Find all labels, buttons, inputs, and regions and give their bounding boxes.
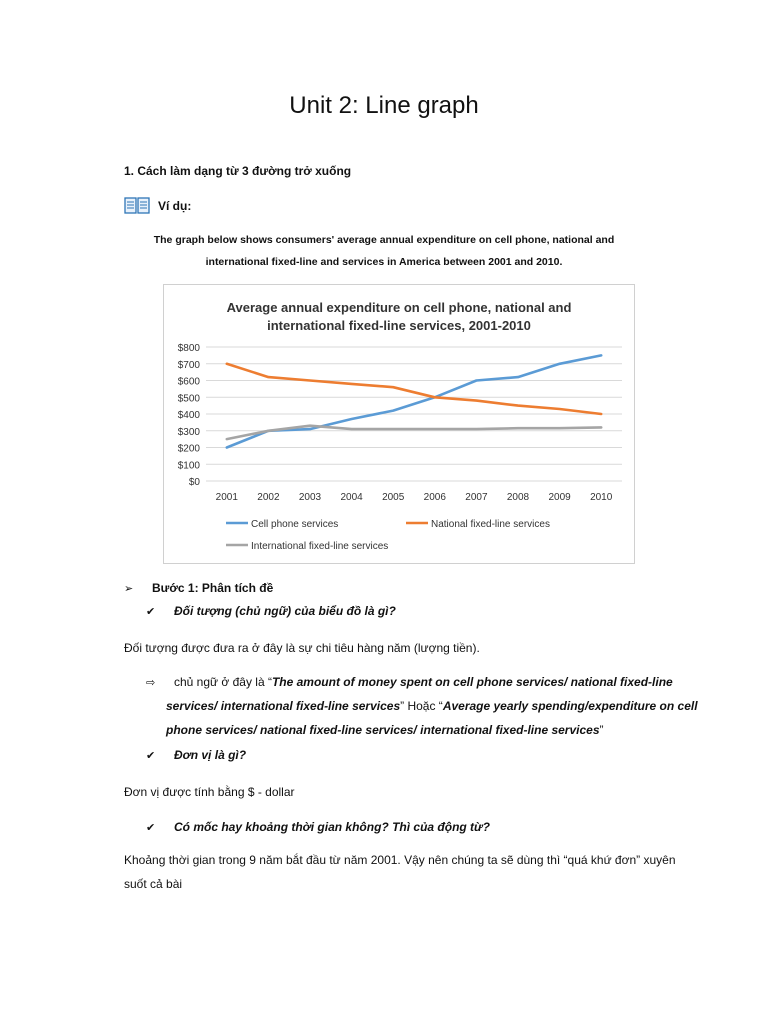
subject-phrase-2a: Average yearly spending/expenditure on cell (442, 699, 698, 713)
subject-paragraph-line-3 (166, 723, 604, 737)
y-tick-label: $0 (188, 477, 200, 488)
arrow-bullet-icon: ➢ (124, 583, 134, 595)
subject-phrase-1b: services/ international fixed-line services (166, 699, 401, 713)
answer-2: Đơn vị được tính bằng $ - dollar (124, 785, 295, 799)
x-tick-label: 2002 (257, 492, 280, 503)
x-axis-tick-labels (216, 492, 613, 503)
y-tick-label: $400 (177, 410, 200, 421)
book-icon (124, 197, 150, 215)
step-1-text: Bước 1: Phân tích đề (152, 581, 274, 595)
subject-intro: chủ ngữ ở đây là “ (174, 675, 272, 689)
section-heading: 1. Cách làm dạng từ 3 đường trở xuống (124, 164, 352, 178)
x-tick-label: 2001 (215, 492, 238, 503)
y-tick-label: $100 (177, 460, 200, 472)
task-description-line-2: international fixed-line and services in America between 2001 and 2010. (205, 256, 563, 268)
legend (226, 519, 550, 552)
x-tick-label: 2005 (382, 492, 405, 503)
y-tick-label: $700 (177, 359, 200, 371)
line-chart (163, 284, 635, 564)
subject-phrase-2b: phone services/ national fixed-line services/ international fixed-line services (166, 723, 600, 737)
right-arrow-icon: ⇨ (146, 677, 156, 689)
legend-label: International fixed-line services (251, 541, 389, 552)
gridlines (206, 347, 622, 481)
y-tick-label: $500 (177, 393, 200, 405)
question-1 (146, 604, 396, 618)
subject-or: ” Hoặc “ (400, 699, 443, 713)
chart-title-line-2: international fixed-line services, 2001-2010 (267, 318, 531, 333)
answer-1: Đối tượng được đưa ra ở đây là sự chi tiêu hàng năm (lượng tiền). (124, 641, 480, 655)
y-tick-label: $800 (177, 343, 200, 354)
legend-label: Cell phone services (251, 519, 339, 530)
series-line-2 (227, 364, 601, 414)
legend-label: National fixed-line services (431, 519, 550, 530)
x-tick-label: 2004 (340, 492, 363, 503)
x-tick-label: 2009 (548, 492, 571, 503)
x-tick-label: 2003 (298, 492, 322, 503)
subject-phrase-1a: The amount of money spent on cell phone services/ national fixed-line (271, 675, 673, 689)
question-2-text: Đơn vị là gì? (174, 748, 247, 762)
series-line-1 (227, 355, 601, 447)
x-tick-label: 2006 (423, 492, 446, 503)
page-title: Unit 2: Line graph (289, 92, 479, 119)
y-tick-label: $600 (177, 376, 200, 388)
x-tick-label: 2007 (465, 492, 488, 503)
example-label: Ví dụ: (158, 199, 192, 213)
y-axis-tick-labels (178, 343, 201, 488)
checkmark-icon: ✔ (146, 822, 156, 834)
series-line-3 (227, 426, 601, 439)
task-description-line-1: The graph below shows consumers' average annual expenditure on cell phone, national and (153, 234, 615, 246)
question-2 (146, 748, 246, 762)
y-tick-label: $300 (177, 426, 200, 438)
chart-canvas (164, 285, 634, 563)
checkmark-icon: ✔ (146, 606, 156, 618)
subject-paragraph-line-2 (166, 699, 698, 713)
step-1-heading (124, 581, 273, 595)
subject-paragraph-line-1 (146, 675, 673, 689)
answer-3-line-2: suốt cả bài (124, 877, 183, 891)
example-row (124, 197, 191, 215)
x-tick-label: 2008 (506, 492, 530, 503)
subject-close-quote: ” (599, 723, 604, 737)
chart-title-line-1: Average annual expenditure on cell phone, national and (226, 300, 572, 315)
series-lines (227, 355, 601, 447)
checkmark-icon: ✔ (146, 750, 156, 762)
y-tick-label: $200 (177, 443, 200, 455)
question-3 (146, 820, 490, 834)
question-3-text: Có mốc hay khoảng thời gian không? Thì của động từ? (174, 820, 490, 834)
question-1-text: Đối tượng (chủ ngữ) của biểu đồ là gì? (174, 604, 396, 618)
x-tick-label: 2010 (590, 492, 613, 503)
answer-3-line-1: Khoảng thời gian trong 9 năm bắt đầu từ năm 2001. Vậy nên chúng ta sẽ dùng thì “quá khứ đơn” xuyên (124, 853, 676, 867)
